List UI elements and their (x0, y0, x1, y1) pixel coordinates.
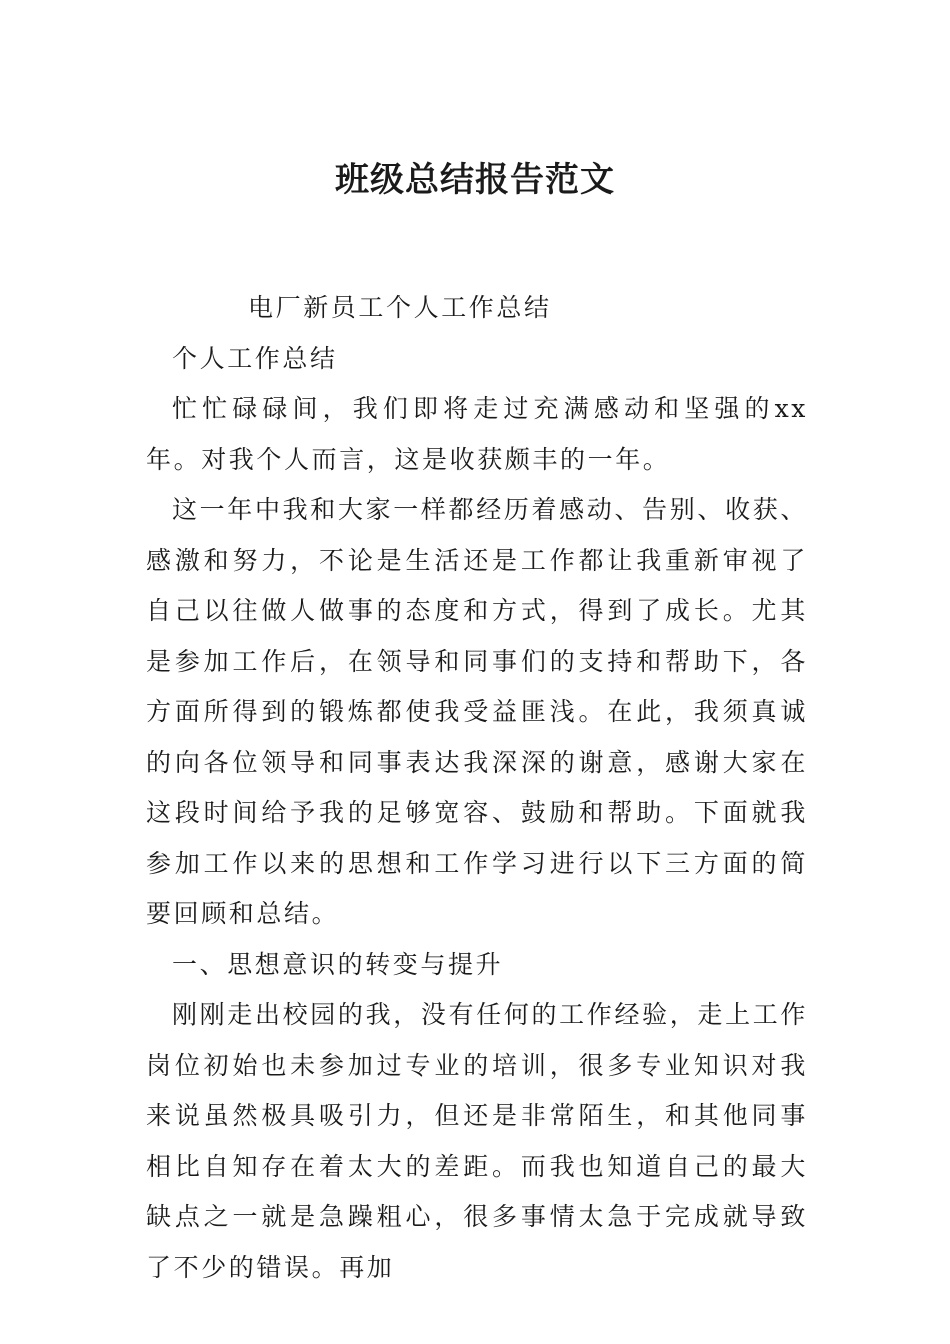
document-title: 班级总结报告范文 (335, 160, 615, 200)
section-heading: 一、思想意识的转变与提升 (172, 949, 504, 979)
document-subtitle: 电厂新员工个人工作总结 (248, 293, 552, 322)
section-heading: 个人工作总结 (172, 343, 338, 373)
body-paragraph: 这一年中我和大家一样都经历着感动、告别、收获、感激和努力，不论是生活还是工作都让我重新审视了自己以往做人做事的态度和方式，得到了成长。尤其是参加工作后，在领导和同事们的支持和帮助下，各方面所得到的锻炼都使我受益匪浅。在此，我须真诚的向各位领导和同事表达我深深的谢意，感谢大家在这段时间给予我的足够宽容、鼓励和帮助。下面就我参加工作以来的思想和工作学习进行以下三方面的简要回顾和总结。 (146, 495, 808, 928)
document-body (146, 283, 808, 1293)
body-paragraph: 刚刚走出校园的我，没有任何的工作经验，走上工作岗位初始也未参加过专业的培训，很多专业知识对我来说虽然极具吸引力，但还是非常陌生，和其他同事相比自知存在着太大的差距。而我也知道自己的最大缺点之一就是急躁粗心，很多事情太急于完成就导致了不少的错误。再加 (146, 1000, 808, 1282)
body-paragraph: 忙忙碌碌间，我们即将走过充满感动和坚强的xx年。对我个人而言，这是收获颇丰的一年。 (146, 394, 808, 474)
